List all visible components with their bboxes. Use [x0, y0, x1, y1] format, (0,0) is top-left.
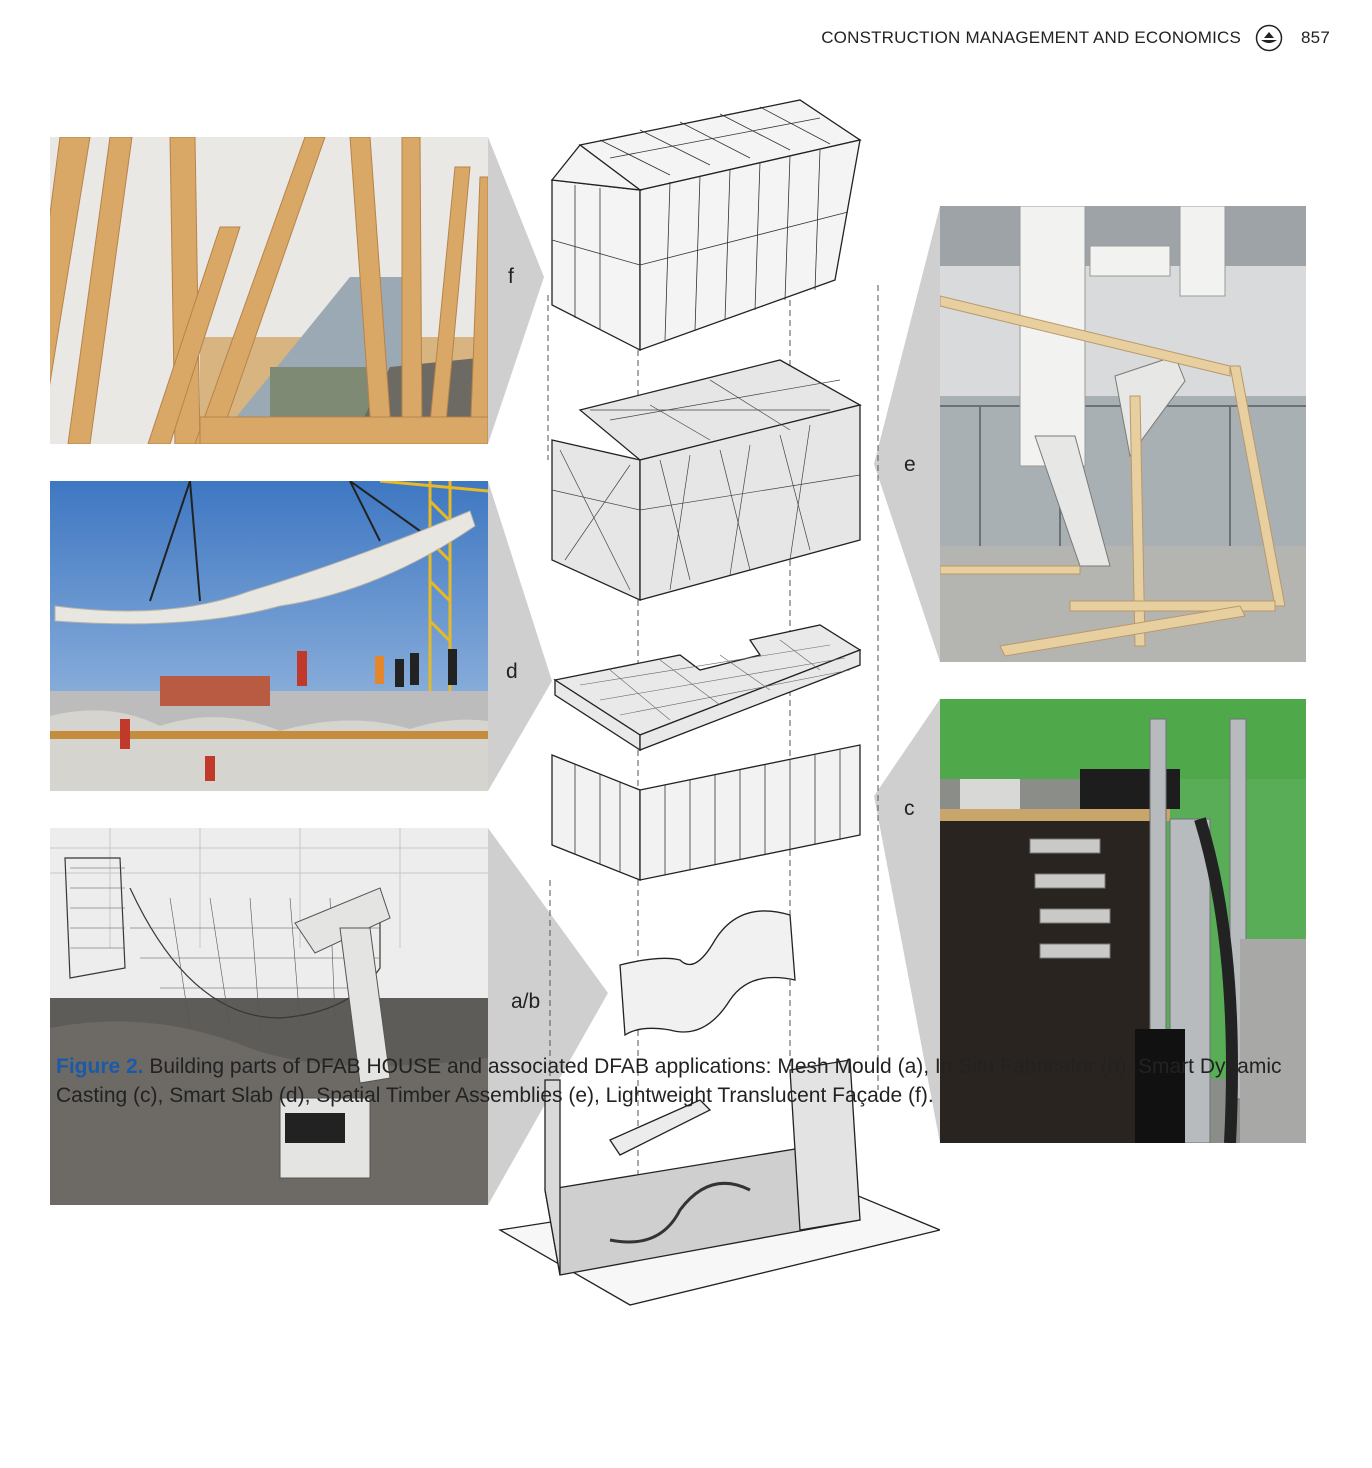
running-head [821, 24, 1330, 52]
figure-caption-text: Building parts of DFAB HOUSE and associated DFAB applications: Mesh Mould (a), In Situ Fabricator (b), Smart Dynamic Casting (c), Smart Slab (d), Spatial Timber Assemblies (e), Lightweight Translucent Façade (f). [56, 1055, 1282, 1107]
journal-title: CONSTRUCTION MANAGEMENT AND ECONOMICS [821, 28, 1242, 47]
figure-caption [56, 1052, 1334, 1110]
publisher-logo-icon [1255, 24, 1283, 52]
diagram-mullions-layer [552, 745, 860, 880]
page-number: 857 [1301, 28, 1330, 47]
panel-label-d: d [506, 660, 518, 683]
diagram-slab-layer [555, 625, 860, 750]
panel-label-ab: a/b [511, 990, 541, 1013]
photo-robot-mesh-mould [50, 828, 488, 1205]
photo-gantry-timber-assembly [940, 206, 1306, 662]
diagram-facade-layer [552, 100, 860, 350]
diagram-curved-wall-layer [620, 911, 795, 1035]
panel-label-f: f [508, 265, 514, 288]
photo-timber-interior [50, 137, 488, 444]
panel-label-c: c [904, 797, 915, 820]
photo-crane-slab [50, 481, 488, 791]
exploded-axonometric-diagram [490, 80, 940, 1370]
figure-label: Figure 2. [56, 1055, 144, 1078]
diagram-timber-frame-layer [552, 360, 860, 600]
panel-label-e: e [904, 453, 916, 476]
